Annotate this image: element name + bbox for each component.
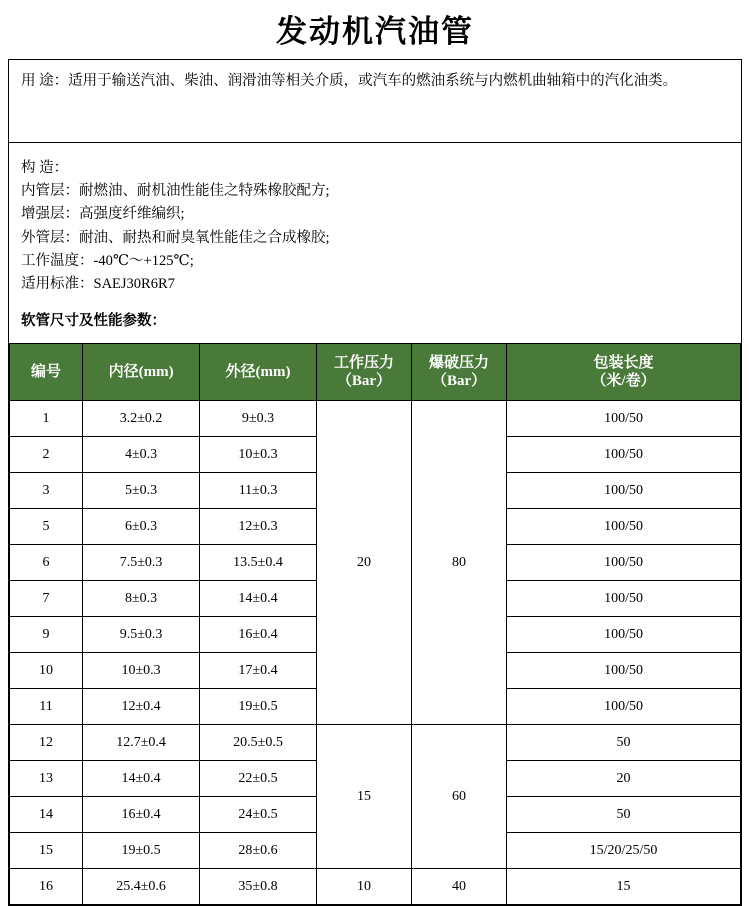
cell-inner-diameter: 12.7±0.4 [83, 725, 200, 761]
table-row [10, 869, 741, 905]
table-row [10, 725, 741, 761]
cell-inner-diameter: 9.5±0.3 [83, 617, 200, 653]
table-header-row [10, 344, 741, 401]
cell-inner-diameter: 14±0.4 [83, 761, 200, 797]
spec-table [9, 343, 741, 905]
col-header-outer-diameter [200, 344, 317, 401]
construction-line-reinforcement: 增强层：高强度纤维编织; [21, 206, 185, 223]
cell-outer-diameter: 35±0.8 [200, 869, 317, 905]
cell-no: 15 [10, 833, 83, 869]
cell-no: 2 [10, 437, 83, 473]
cell-outer-diameter: 14±0.4 [200, 581, 317, 617]
usage-label: 用 途： [21, 73, 69, 89]
col-header-no [10, 344, 83, 401]
page-title: 发动机汽油管 [276, 14, 474, 49]
cell-package-length: 100/50 [507, 653, 741, 689]
cell-inner-diameter: 8±0.3 [83, 581, 200, 617]
cell-no: 1 [10, 401, 83, 437]
cell-outer-diameter: 10±0.3 [200, 437, 317, 473]
col-header-package-length-l2: （米/卷） [591, 373, 656, 390]
construction-label: 构 造： [21, 160, 69, 176]
cell-outer-diameter: 28±0.6 [200, 833, 317, 869]
col-header-burst-pressure-l1: 爆破压力 [429, 354, 490, 371]
cell-no: 5 [10, 509, 83, 545]
cell-inner-diameter: 16±0.4 [83, 797, 200, 833]
cell-package-length: 50 [507, 797, 741, 833]
col-header-package-length-l1: 包装长度 [593, 354, 654, 371]
params-title: 软管尺寸及性能参数： [21, 313, 166, 330]
cell-package-length: 100/50 [507, 437, 741, 473]
cell-package-length: 100/50 [507, 473, 741, 509]
cell-package-length: 50 [507, 725, 741, 761]
col-header-package-length [507, 344, 741, 401]
cell-package-length: 100/50 [507, 401, 741, 437]
cell-outer-diameter: 19±0.5 [200, 689, 317, 725]
usage-section [9, 60, 741, 143]
table-row [10, 401, 741, 437]
cell-no: 14 [10, 797, 83, 833]
cell-burst-pressure: 60 [412, 725, 507, 869]
cell-package-length: 20 [507, 761, 741, 797]
col-header-outer-diameter-l1: 外径(mm) [225, 363, 291, 380]
cell-outer-diameter: 9±0.3 [200, 401, 317, 437]
cell-outer-diameter: 17±0.4 [200, 653, 317, 689]
col-header-working-pressure [317, 344, 412, 401]
construction-line-temperature: 工作温度：-40℃～+125℃; [21, 252, 194, 269]
cell-inner-diameter: 12±0.4 [83, 689, 200, 725]
col-header-inner-diameter-l1: 内径(mm) [108, 363, 174, 380]
construction-line-inner: 内管层：耐燃油、耐机油性能佳之特殊橡胶配方; [21, 183, 330, 200]
cell-working-pressure: 20 [317, 401, 412, 725]
cell-inner-diameter: 5±0.3 [83, 473, 200, 509]
cell-outer-diameter: 22±0.5 [200, 761, 317, 797]
cell-outer-diameter: 13.5±0.4 [200, 545, 317, 581]
cell-inner-diameter: 6±0.3 [83, 509, 200, 545]
cell-inner-diameter: 25.4±0.6 [83, 869, 200, 905]
col-header-burst-pressure [412, 344, 507, 401]
col-header-burst-pressure-l2: （Bar） [431, 373, 487, 390]
col-header-inner-diameter [83, 344, 200, 401]
cell-inner-diameter: 7.5±0.3 [83, 545, 200, 581]
cell-no: 16 [10, 869, 83, 905]
spec-document-box [8, 59, 742, 906]
cell-no: 7 [10, 581, 83, 617]
col-header-no-l1: 编号 [31, 363, 62, 380]
cell-package-length: 100/50 [507, 545, 741, 581]
table-body [10, 401, 741, 905]
usage-text: 适用于输送汽油、柴油、润滑油等相关介质，或汽车的燃油系统与内燃机曲轴箱中的汽化油类。 [68, 73, 678, 89]
cell-burst-pressure: 40 [412, 869, 507, 905]
cell-inner-diameter: 10±0.3 [83, 653, 200, 689]
cell-burst-pressure: 80 [412, 401, 507, 725]
cell-package-length: 100/50 [507, 617, 741, 653]
cell-no: 11 [10, 689, 83, 725]
cell-package-length: 100/50 [507, 509, 741, 545]
cell-package-length: 15 [507, 869, 741, 905]
cell-package-length: 100/50 [507, 581, 741, 617]
cell-no: 3 [10, 473, 83, 509]
cell-working-pressure: 15 [317, 725, 412, 869]
col-header-working-pressure-l2: （Bar） [336, 373, 392, 390]
cell-inner-diameter: 19±0.5 [83, 833, 200, 869]
cell-outer-diameter: 24±0.5 [200, 797, 317, 833]
cell-package-length: 100/50 [507, 689, 741, 725]
cell-no: 9 [10, 617, 83, 653]
construction-line-outer: 外管层：耐油、耐热和耐臭氧性能佳之合成橡胶; [21, 229, 330, 246]
cell-working-pressure: 10 [317, 869, 412, 905]
construction-section [9, 143, 741, 343]
cell-no: 6 [10, 545, 83, 581]
cell-no: 12 [10, 725, 83, 761]
cell-outer-diameter: 16±0.4 [200, 617, 317, 653]
cell-no: 10 [10, 653, 83, 689]
cell-outer-diameter: 11±0.3 [200, 473, 317, 509]
cell-outer-diameter: 12±0.3 [200, 509, 317, 545]
cell-no: 13 [10, 761, 83, 797]
cell-inner-diameter: 4±0.3 [83, 437, 200, 473]
cell-package-length: 15/20/25/50 [507, 833, 741, 869]
cell-inner-diameter: 3.2±0.2 [83, 401, 200, 437]
cell-outer-diameter: 20.5±0.5 [200, 725, 317, 761]
construction-line-standard: 适用标准：SAEJ30R6R7 [21, 275, 175, 292]
col-header-working-pressure-l1: 工作压力 [334, 354, 395, 371]
